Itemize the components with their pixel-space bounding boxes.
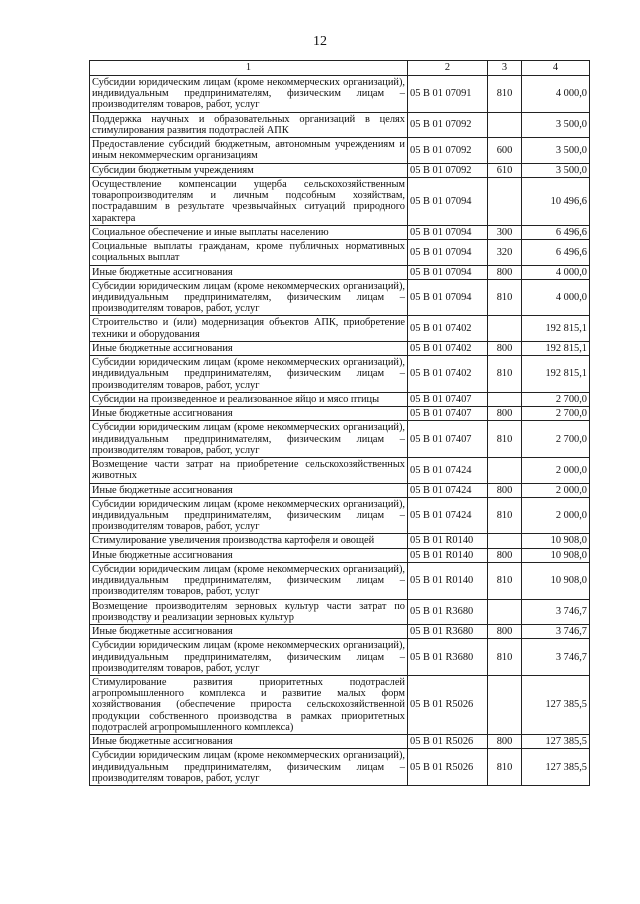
column-header-expense-type: 3 <box>488 61 522 76</box>
row-name: Субсидии юридическим лицам (кроме некоммерческих организаций), индивидуальным предпринимателям, физическим лицам – производителям товаров, работ, услуг <box>90 749 408 786</box>
row-amount: 4 000,0 <box>522 279 590 316</box>
row-expense-type: 810 <box>488 639 522 676</box>
row-expense-type: 800 <box>488 265 522 279</box>
row-code: 05 B 01 07402 <box>408 341 488 355</box>
row-expense-type <box>488 316 522 341</box>
row-code: 05 B 01 R5026 <box>408 735 488 749</box>
row-expense-type <box>488 458 522 483</box>
row-code: 05 B 01 R5026 <box>408 749 488 786</box>
row-name: Иные бюджетные ассигнования <box>90 625 408 639</box>
row-code: 05 B 01 07424 <box>408 483 488 497</box>
row-code: 05 B 01 07402 <box>408 356 488 393</box>
row-name: Иные бюджетные ассигнования <box>90 483 408 497</box>
row-expense-type: 800 <box>488 548 522 562</box>
row-expense-type: 300 <box>488 225 522 239</box>
row-code: 05 B 01 R0140 <box>408 548 488 562</box>
row-name: Стимулирование развития приоритетных подотраслей агропромышленного комплекса и развитие малых форм хозяйствования (обеспечение прироста сельскохозяйственной продукции собственного производства в рамках приоритетных подотраслей агропромышленного комплекса) <box>90 676 408 735</box>
row-amount: 3 500,0 <box>522 112 590 137</box>
row-expense-type: 800 <box>488 483 522 497</box>
row-amount: 3 500,0 <box>522 138 590 163</box>
row-name: Иные бюджетные ассигнования <box>90 265 408 279</box>
row-amount: 10 908,0 <box>522 534 590 548</box>
table-row <box>90 341 590 355</box>
row-name: Иные бюджетные ассигнования <box>90 407 408 421</box>
column-header-code: 2 <box>408 61 488 76</box>
table-row <box>90 625 590 639</box>
table-row <box>90 676 590 735</box>
row-code: 05 B 01 07407 <box>408 392 488 406</box>
table-row <box>90 316 590 341</box>
table-row <box>90 735 590 749</box>
row-code: 05 B 01 07092 <box>408 163 488 177</box>
row-amount: 10 908,0 <box>522 548 590 562</box>
row-code: 05 B 01 R0140 <box>408 534 488 548</box>
table-row <box>90 279 590 316</box>
row-code: 05 B 01 R3680 <box>408 599 488 624</box>
row-name: Субсидии на произведенное и реализованное яйцо и мясо птицы <box>90 392 408 406</box>
row-name: Субсидии бюджетным учреждениям <box>90 163 408 177</box>
table-row <box>90 356 590 393</box>
table-row <box>90 163 590 177</box>
row-amount: 2 000,0 <box>522 458 590 483</box>
row-amount: 192 815,1 <box>522 356 590 393</box>
row-name: Возмещение части затрат на приобретение сельскохозяйственных животных <box>90 458 408 483</box>
row-code: 05 B 01 07092 <box>408 138 488 163</box>
table-row <box>90 534 590 548</box>
table-row <box>90 562 590 599</box>
column-header-name: 1 <box>90 61 408 76</box>
row-amount: 2 000,0 <box>522 497 590 534</box>
table-row <box>90 749 590 786</box>
row-amount: 3 746,7 <box>522 625 590 639</box>
row-code: 05 B 01 07091 <box>408 76 488 113</box>
table-row <box>90 407 590 421</box>
row-name: Социальные выплаты гражданам, кроме публичных нормативных социальных выплат <box>90 240 408 265</box>
row-name: Осуществление компенсации ущерба сельскохозяйственным товаропроизводителям и личным подсобным хозяйствам, пострадавшим в результате чрезвычайных ситуаций природного характера <box>90 177 408 225</box>
row-name: Субсидии юридическим лицам (кроме некоммерческих организаций), индивидуальным предпринимателям, физическим лицам – производителям товаров, работ, услуг <box>90 421 408 458</box>
table-row <box>90 497 590 534</box>
table-body <box>90 76 590 786</box>
row-amount: 192 815,1 <box>522 341 590 355</box>
row-name: Субсидии юридическим лицам (кроме некоммерческих организаций), индивидуальным предпринимателям, физическим лицам – производителям товаров, работ, услуг <box>90 76 408 113</box>
row-name: Социальное обеспечение и иные выплаты населению <box>90 225 408 239</box>
table-row <box>90 458 590 483</box>
row-amount: 127 385,5 <box>522 749 590 786</box>
row-expense-type: 810 <box>488 76 522 113</box>
row-name: Иные бюджетные ассигнования <box>90 735 408 749</box>
row-expense-type: 610 <box>488 163 522 177</box>
row-amount: 127 385,5 <box>522 735 590 749</box>
row-name: Строительство и (или) модернизация объектов АПК, приобретение техники и оборудования <box>90 316 408 341</box>
table-row <box>90 639 590 676</box>
row-code: 05 B 01 07424 <box>408 497 488 534</box>
row-amount: 2 700,0 <box>522 407 590 421</box>
row-name: Иные бюджетные ассигнования <box>90 548 408 562</box>
row-expense-type: 810 <box>488 421 522 458</box>
row-amount: 10 908,0 <box>522 562 590 599</box>
row-code: 05 B 01 07094 <box>408 240 488 265</box>
row-amount: 4 000,0 <box>522 76 590 113</box>
table-row <box>90 599 590 624</box>
row-amount: 6 496,6 <box>522 240 590 265</box>
row-amount: 127 385,5 <box>522 676 590 735</box>
row-name: Субсидии юридическим лицам (кроме некоммерческих организаций), индивидуальным предпринимателям, физическим лицам – производителям товаров, работ, услуг <box>90 639 408 676</box>
row-amount: 10 496,6 <box>522 177 590 225</box>
table-row <box>90 240 590 265</box>
row-expense-type: 810 <box>488 749 522 786</box>
budget-table <box>89 60 590 786</box>
row-name: Субсидии юридическим лицам (кроме некоммерческих организаций), индивидуальным предпринимателям, физическим лицам – производителям товаров, работ, услуг <box>90 356 408 393</box>
table-row <box>90 76 590 113</box>
row-expense-type: 320 <box>488 240 522 265</box>
row-code: 05 B 01 07424 <box>408 458 488 483</box>
table-header-row <box>90 61 590 76</box>
row-expense-type: 800 <box>488 341 522 355</box>
row-name: Поддержка научных и образовательных организаций в целях стимулирования развития подотраслей АПК <box>90 112 408 137</box>
row-expense-type: 810 <box>488 356 522 393</box>
row-expense-type: 810 <box>488 279 522 316</box>
row-name: Субсидии юридическим лицам (кроме некоммерческих организаций), индивидуальным предпринимателям, физическим лицам – производителям товаров, работ, услуг <box>90 562 408 599</box>
row-name: Иные бюджетные ассигнования <box>90 341 408 355</box>
row-expense-type: 810 <box>488 497 522 534</box>
row-code: 05 B 01 07094 <box>408 177 488 225</box>
row-code: 05 B 01 07407 <box>408 407 488 421</box>
row-code: 05 B 01 R3680 <box>408 639 488 676</box>
table-row <box>90 548 590 562</box>
row-code: 05 B 01 07094 <box>408 279 488 316</box>
row-code: 05 B 01 07094 <box>408 225 488 239</box>
table-row <box>90 265 590 279</box>
row-expense-type: 600 <box>488 138 522 163</box>
row-expense-type <box>488 112 522 137</box>
page-number: 12 <box>313 34 327 49</box>
table-row <box>90 392 590 406</box>
row-expense-type <box>488 177 522 225</box>
column-header-amount: 4 <box>522 61 590 76</box>
row-expense-type: 810 <box>488 562 522 599</box>
row-amount: 2 700,0 <box>522 421 590 458</box>
row-code: 05 B 01 R3680 <box>408 625 488 639</box>
row-code: 05 B 01 07094 <box>408 265 488 279</box>
row-code: 05 B 01 07402 <box>408 316 488 341</box>
row-code: 05 B 01 R0140 <box>408 562 488 599</box>
row-code: 05 B 01 07407 <box>408 421 488 458</box>
row-name: Предоставление субсидий бюджетным, автономным учреждениям и иным некоммерческим организациям <box>90 138 408 163</box>
row-expense-type <box>488 676 522 735</box>
row-name: Субсидии юридическим лицам (кроме некоммерческих организаций), индивидуальным предпринимателям, физическим лицам – производителям товаров, работ, услуг <box>90 497 408 534</box>
row-amount: 3 500,0 <box>522 163 590 177</box>
row-expense-type: 800 <box>488 625 522 639</box>
table-row <box>90 177 590 225</box>
row-expense-type <box>488 534 522 548</box>
row-expense-type <box>488 599 522 624</box>
table-row <box>90 112 590 137</box>
row-amount: 3 746,7 <box>522 639 590 676</box>
table-row <box>90 421 590 458</box>
row-amount: 4 000,0 <box>522 265 590 279</box>
row-amount: 2 000,0 <box>522 483 590 497</box>
row-amount: 192 815,1 <box>522 316 590 341</box>
row-code: 05 B 01 R5026 <box>408 676 488 735</box>
row-amount: 3 746,7 <box>522 599 590 624</box>
table-row <box>90 483 590 497</box>
row-expense-type: 800 <box>488 735 522 749</box>
row-code: 05 B 01 07092 <box>408 112 488 137</box>
row-name: Возмещение производителям зерновых культур части затрат по производству и реализации зерновых культур <box>90 599 408 624</box>
row-amount: 2 700,0 <box>522 392 590 406</box>
row-name: Субсидии юридическим лицам (кроме некоммерческих организаций), индивидуальным предпринимателям, физическим лицам – производителям товаров, работ, услуг <box>90 279 408 316</box>
row-amount: 6 496,6 <box>522 225 590 239</box>
row-expense-type: 800 <box>488 407 522 421</box>
table-row <box>90 138 590 163</box>
row-expense-type <box>488 392 522 406</box>
row-name: Стимулирование увеличения производства картофеля и овощей <box>90 534 408 548</box>
table-row <box>90 225 590 239</box>
